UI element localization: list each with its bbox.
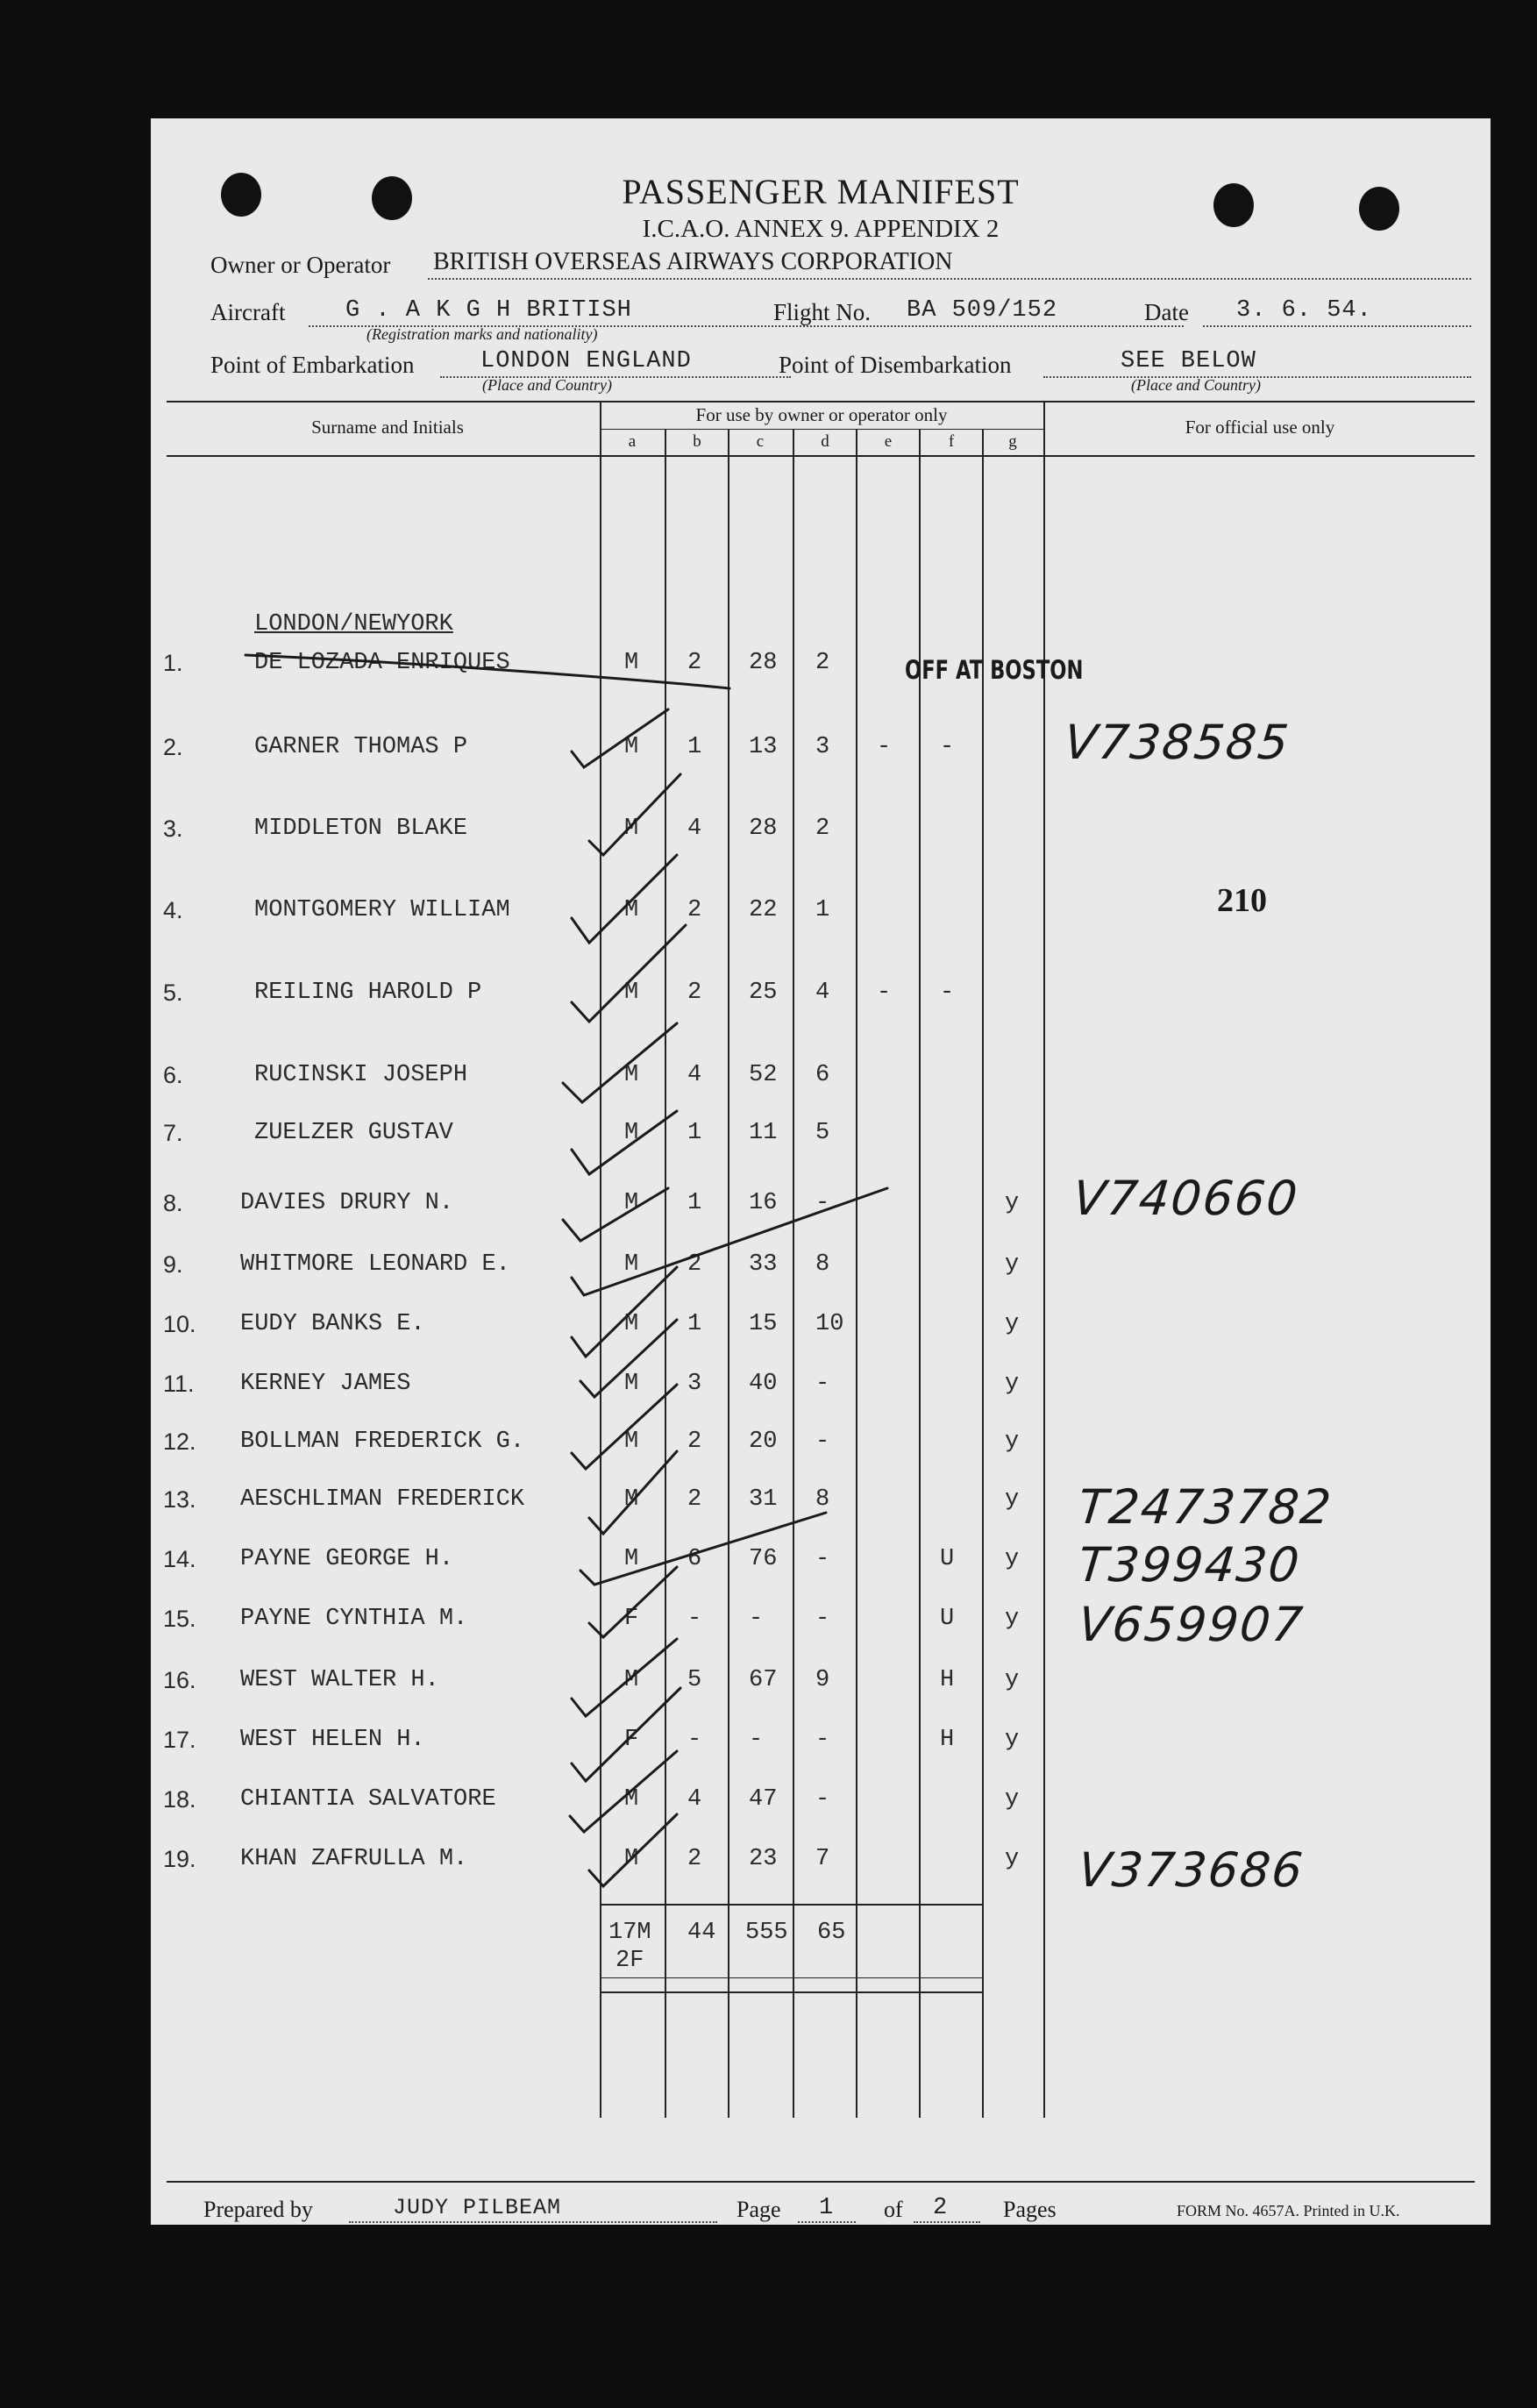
cell-c: 33 (749, 1251, 778, 1278)
off-at-boston-stamp: OFF AT BOSTON (905, 655, 1084, 685)
cell-f: - (940, 980, 955, 1006)
row-number: 8. (163, 1190, 183, 1216)
cell-c: 13 (749, 734, 778, 760)
row-number: 11. (163, 1371, 195, 1397)
check-mark (563, 1023, 677, 1102)
total-d: 65 (817, 1920, 846, 1946)
cell-g: y (1005, 1846, 1020, 1872)
check-mark (570, 1751, 677, 1832)
page-label: Page (736, 2197, 781, 2222)
passenger-name: PAYNE CYNTHIA M. (240, 1606, 468, 1632)
row-number: 16. (163, 1667, 196, 1693)
check-mark (580, 1320, 677, 1397)
cell-f: U (940, 1546, 955, 1572)
row-number: 7. (163, 1120, 183, 1146)
check-mark (572, 1688, 680, 1781)
disembarkation-note: (Place and Country) (1131, 376, 1261, 394)
aircraft-label: Aircraft (210, 299, 286, 325)
passenger-name: ZUELZER GUSTAV (254, 1120, 453, 1146)
row-number: 3. (163, 816, 183, 842)
cell-d: - (815, 1727, 830, 1753)
passenger-name: DE LOZADA ENRIQUES (254, 650, 510, 676)
passenger-name: WEST WALTER H. (240, 1667, 439, 1693)
form-number: FORM No. 4657A. Printed in U.K. (1177, 2202, 1400, 2219)
check-mark (572, 1385, 677, 1469)
cell-g: y (1005, 1606, 1020, 1632)
route-heading: LONDON/NEWYORK (254, 611, 453, 638)
cell-d: 8 (815, 1251, 830, 1278)
manifest-sheet (151, 118, 1491, 2225)
official-number: 210 (1217, 882, 1267, 919)
check-mark (572, 855, 677, 943)
row-number: 1. (163, 650, 183, 676)
passenger-name: AESCHLIMAN FREDERICK (240, 1486, 525, 1513)
check-mark (589, 1814, 677, 1886)
cell-b: 5 (687, 1667, 702, 1693)
row-number: 19. (163, 1846, 196, 1872)
handwritten-number: V738585 (1061, 715, 1293, 770)
row-number: 2. (163, 734, 183, 760)
row-number: 9. (163, 1251, 183, 1278)
cell-d: 7 (815, 1846, 830, 1872)
passenger-name: EUDY BANKS E. (240, 1311, 425, 1337)
handwritten-number: V373686 (1075, 1842, 1307, 1898)
cell-d: 8 (815, 1486, 830, 1513)
cell-b: 1 (687, 1311, 702, 1337)
cell-b: 2 (687, 897, 702, 923)
cell-a: M (624, 1546, 639, 1572)
passenger-name: CHIANTIA SALVATORE (240, 1786, 496, 1813)
cell-b: - (687, 1606, 702, 1632)
row-number: 14. (163, 1546, 196, 1572)
cell-a: M (624, 897, 639, 923)
cell-a: M (624, 734, 639, 760)
passenger-name: PAYNE GEORGE H. (240, 1546, 454, 1572)
cell-e: - (877, 734, 892, 760)
passenger-name: KHAN ZAFRULLA M. (240, 1846, 468, 1872)
check-mark (572, 709, 668, 767)
cell-a: M (624, 1428, 639, 1455)
cell-c: - (749, 1727, 764, 1753)
cell-c: 15 (749, 1311, 778, 1337)
cell-a: M (624, 1371, 639, 1397)
cell-b: 1 (687, 1190, 702, 1216)
cell-d: - (815, 1606, 830, 1632)
cell-b: 2 (687, 1486, 702, 1513)
owner-label: Owner or Operator (210, 252, 391, 278)
cell-d: 6 (815, 1062, 830, 1088)
date-value: 3. 6. 54. (1236, 297, 1372, 324)
cell-c: 16 (749, 1190, 778, 1216)
cell-g: y (1005, 1786, 1020, 1813)
cell-f: H (940, 1667, 955, 1693)
sub-col-a: a (628, 432, 637, 451)
row-number: 15. (163, 1606, 196, 1632)
cell-a: M (624, 1120, 639, 1146)
cell-d: 10 (815, 1311, 844, 1337)
dotted-line (349, 2221, 717, 2223)
cell-b: 3 (687, 1371, 702, 1397)
cell-d: 5 (815, 1120, 830, 1146)
cell-b: - (687, 1727, 702, 1753)
cell-d: 9 (815, 1667, 830, 1693)
cell-d: 1 (815, 897, 830, 923)
cell-g: y (1005, 1251, 1020, 1278)
sub-col-g: g (1008, 432, 1017, 451)
strike-line (245, 655, 729, 688)
passenger-name: MONTGOMERY WILLIAM (254, 897, 510, 923)
check-mark (589, 1567, 677, 1637)
row-number: 6. (163, 1062, 183, 1088)
passenger-name: DAVIES DRURY N. (240, 1190, 454, 1216)
of-label: of (884, 2197, 903, 2222)
prepared-by-value: JUDY PILBEAM (393, 2195, 562, 2220)
passenger-name: WHITMORE LEONARD E. (240, 1251, 510, 1278)
cell-a: M (624, 1311, 639, 1337)
sub-col-f: f (948, 432, 955, 451)
of-value: 2 (933, 2195, 949, 2221)
cell-c: 52 (749, 1062, 778, 1088)
cell-a: M (624, 1786, 639, 1813)
cell-b: 2 (687, 980, 702, 1006)
check-mark (589, 774, 680, 855)
row-number: 13. (163, 1486, 196, 1513)
cell-a: M (624, 1251, 639, 1278)
row-number: 5. (163, 980, 183, 1006)
cell-g: y (1005, 1428, 1020, 1455)
aircraft-note: (Registration marks and nationality) (366, 325, 598, 343)
passenger-name: RUCINSKI JOSEPH (254, 1062, 468, 1088)
cell-c: 31 (749, 1486, 778, 1513)
col-owner-use-header: For use by owner or operator only (695, 404, 948, 425)
embarkation-value: LONDON ENGLAND (480, 348, 692, 374)
total-b: 44 (687, 1920, 716, 1946)
cell-g: y (1005, 1667, 1020, 1693)
cell-b: 4 (687, 1062, 702, 1088)
cell-c: 28 (749, 816, 778, 842)
cell-d: - (815, 1786, 830, 1813)
col-official-header: For official use only (1185, 417, 1335, 438)
sub-col-d: d (821, 432, 829, 451)
cell-b: 2 (687, 1428, 702, 1455)
check-mark (572, 1639, 677, 1716)
cell-c: 11 (749, 1120, 778, 1146)
row-number: 10. (163, 1311, 196, 1337)
cell-a: M (624, 1190, 639, 1216)
cell-a: M (624, 1062, 639, 1088)
col-surname-header: Surname and Initials (311, 417, 464, 438)
form-title: PASSENGER MANIFEST (622, 172, 1020, 211)
pages-label: Pages (1003, 2197, 1057, 2222)
check-mark (563, 1188, 668, 1241)
cell-a: M (624, 1846, 639, 1872)
passenger-name: BOLLMAN FREDERICK G. (240, 1428, 525, 1455)
cell-c: - (749, 1606, 764, 1632)
check-marks (151, 118, 1491, 2225)
cell-g: y (1005, 1311, 1020, 1337)
cell-b: 6 (687, 1546, 702, 1572)
check-mark (589, 1451, 677, 1534)
passenger-name: GARNER THOMAS P (254, 734, 468, 760)
embarkation-label: Point of Embarkation (210, 352, 415, 378)
cell-d: - (815, 1190, 830, 1216)
cell-g: y (1005, 1371, 1020, 1397)
passenger-name: WEST HELEN H. (240, 1727, 425, 1753)
handwritten-number: V659907 (1075, 1597, 1307, 1652)
check-mark (572, 1111, 677, 1174)
cell-c: 22 (749, 897, 778, 923)
cell-d: - (815, 1428, 830, 1455)
cell-b: 1 (687, 1120, 702, 1146)
cell-e: - (877, 980, 892, 1006)
cell-a: M (624, 980, 639, 1006)
cell-c: 25 (749, 980, 778, 1006)
row-number: 17. (163, 1727, 196, 1753)
cell-a: M (624, 1667, 639, 1693)
cell-c: 40 (749, 1371, 778, 1397)
flight-label: Flight No. (773, 299, 872, 325)
passenger-name: KERNEY JAMES (240, 1371, 411, 1397)
cell-d: 3 (815, 734, 830, 760)
cell-b: 4 (687, 816, 702, 842)
flight-value: BA 509/152 (907, 297, 1058, 324)
date-label: Date (1144, 299, 1189, 325)
cell-g: y (1005, 1190, 1020, 1216)
cell-a: F (624, 1606, 639, 1632)
aircraft-value: G . A K G H BRITISH (345, 297, 632, 324)
disembarkation-value: SEE BELOW (1121, 348, 1256, 374)
sub-col-c: c (756, 432, 765, 451)
total-female: 2F (616, 1948, 644, 1974)
cell-d: - (815, 1371, 830, 1397)
row-number: 4. (163, 897, 183, 923)
cell-b: 2 (687, 650, 702, 676)
cell-b: 2 (687, 1251, 702, 1278)
cell-c: 28 (749, 650, 778, 676)
cell-b: 4 (687, 1786, 702, 1813)
check-mark (580, 1513, 826, 1585)
prepared-by-label: Prepared by (203, 2197, 313, 2222)
row-number: 18. (163, 1786, 196, 1813)
cell-d: - (815, 1546, 830, 1572)
passenger-name: REILING HAROLD P (254, 980, 482, 1006)
cell-a: F (624, 1727, 639, 1753)
cell-c: 23 (749, 1846, 778, 1872)
handwritten-number: T399430 (1075, 1537, 1304, 1592)
cell-a: M (624, 1486, 639, 1513)
embarkation-note: (Place and Country) (482, 376, 612, 394)
dotted-line (798, 2221, 856, 2223)
footer-rule (167, 2181, 1475, 2183)
row-number: 12. (163, 1428, 196, 1455)
handwritten-number: T2473782 (1075, 1479, 1335, 1535)
sub-col-e: e (884, 432, 893, 451)
passenger-name: MIDDLETON BLAKE (254, 816, 468, 842)
cell-c: 47 (749, 1786, 778, 1813)
cell-d: 2 (815, 650, 830, 676)
check-mark (572, 925, 686, 1022)
check-mark (572, 1188, 887, 1295)
cell-f: - (940, 734, 955, 760)
handwritten-number: V740660 (1070, 1171, 1302, 1226)
cell-b: 2 (687, 1846, 702, 1872)
cell-d: 2 (815, 816, 830, 842)
disembarkation-label: Point of Disembarkation (779, 352, 1012, 378)
cell-c: 76 (749, 1546, 778, 1572)
cell-f: U (940, 1606, 955, 1632)
sub-col-b: b (693, 432, 701, 451)
cell-g: y (1005, 1727, 1020, 1753)
cell-d: 4 (815, 980, 830, 1006)
cell-a: M (624, 816, 639, 842)
cell-f: H (940, 1727, 955, 1753)
form-subtitle: I.C.A.O. ANNEX 9. APPENDIX 2 (642, 215, 1000, 243)
owner-value: BRITISH OVERSEAS AIRWAYS CORPORATION (433, 248, 953, 275)
total-male: 17M (608, 1920, 651, 1946)
dotted-line (914, 2221, 980, 2223)
cell-g: y (1005, 1546, 1020, 1572)
cell-c: 20 (749, 1428, 778, 1455)
page-value: 1 (819, 2195, 835, 2221)
cell-c: 67 (749, 1667, 778, 1693)
total-c: 555 (745, 1920, 788, 1946)
cell-b: 1 (687, 734, 702, 760)
cell-g: y (1005, 1486, 1020, 1513)
cell-a: M (624, 650, 639, 676)
